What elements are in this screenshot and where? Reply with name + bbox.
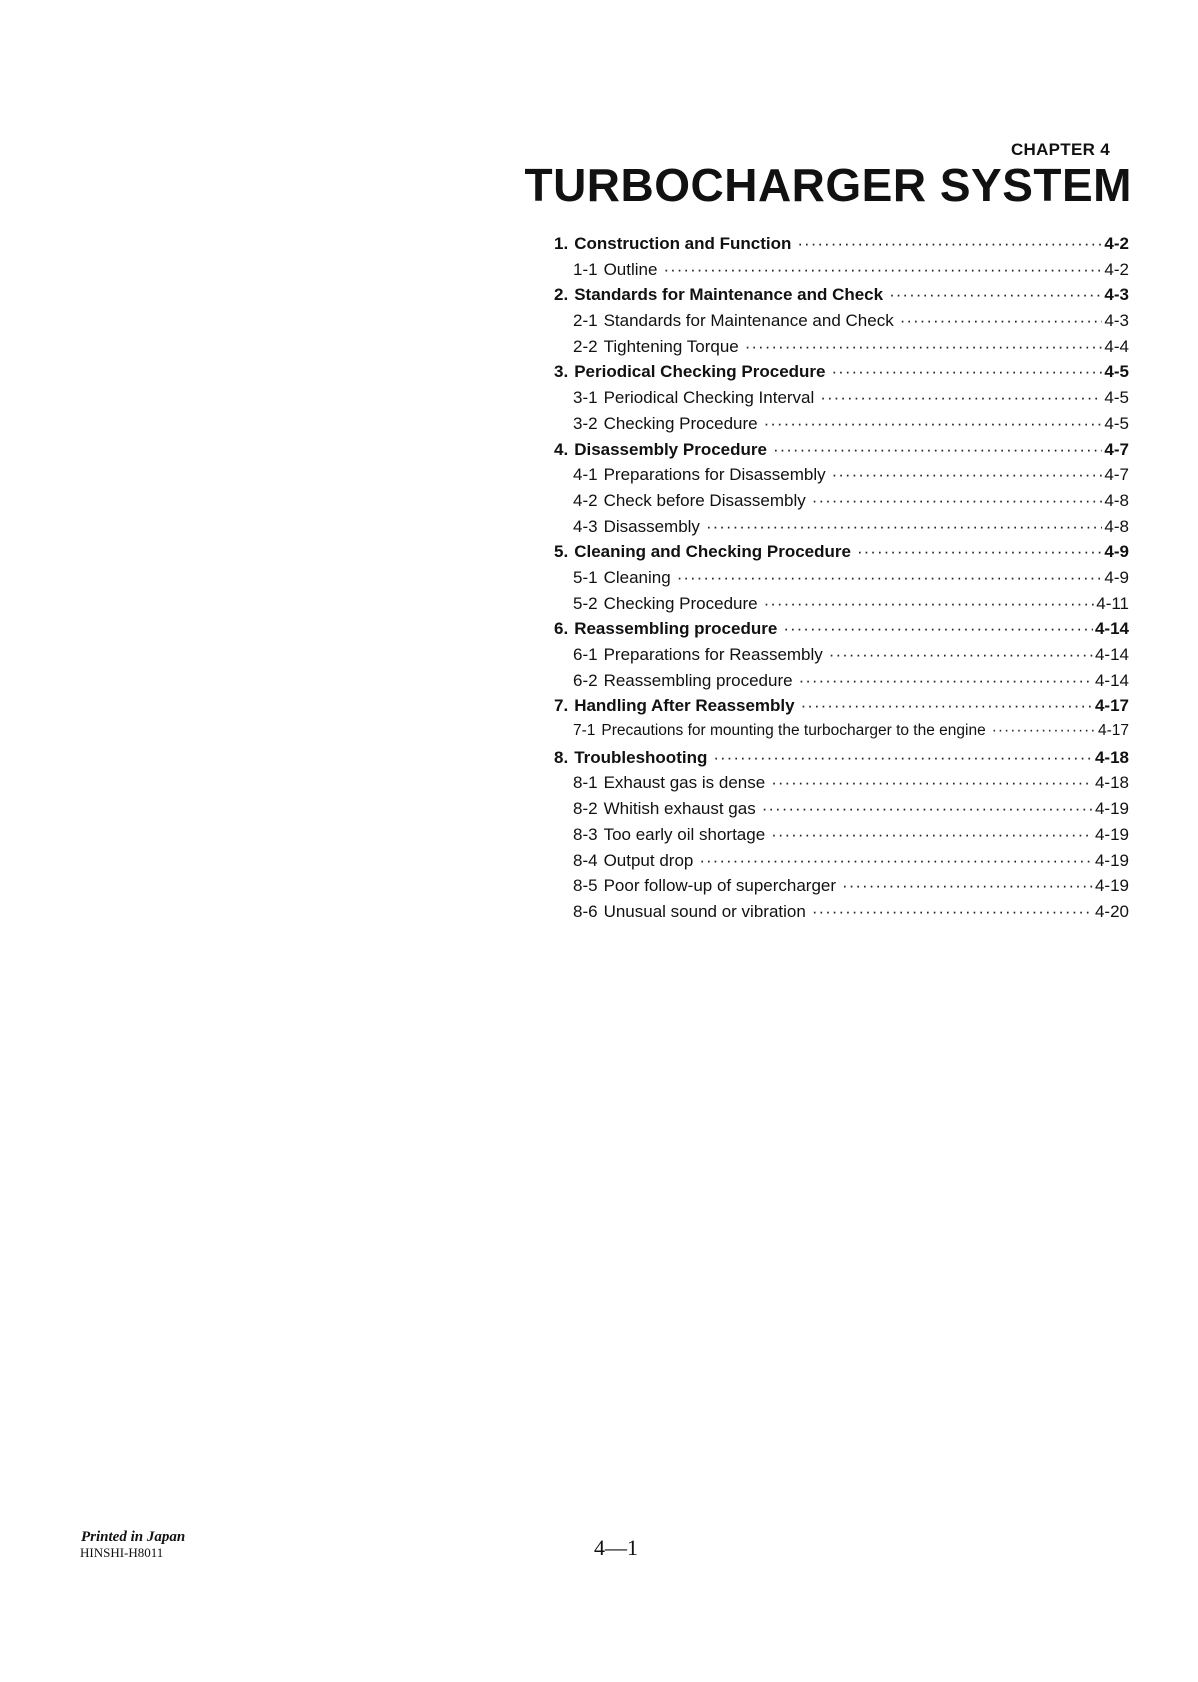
toc-entry-page: 4-9: [1104, 567, 1129, 587]
toc-entry-page: 4-7: [1104, 465, 1129, 485]
toc-dot-leader: [663, 260, 1102, 280]
toc-subsection-entry: [554, 337, 1129, 363]
toc-entry-title: Periodical Checking Procedure: [574, 362, 826, 382]
toc-dot-leader: [889, 285, 1102, 305]
toc-section-entry: [554, 619, 1129, 645]
toc-dot-leader: [745, 337, 1103, 357]
toc-subsection-entry: [554, 465, 1129, 491]
toc-entry-page: 4-18: [1094, 773, 1129, 793]
toc-entry-number: 8-2: [573, 799, 598, 819]
toc-subsection-entry: [554, 825, 1129, 851]
toc-entry-page: 4-2: [1104, 234, 1129, 253]
toc-dot-leader: [801, 696, 1093, 716]
toc-entry-title: Precautions for mounting the turbocharger to the engine: [601, 722, 986, 740]
toc-entry-page: 4-7: [1104, 439, 1129, 459]
toc-entry-page: 4-5: [1104, 388, 1129, 408]
toc-section-entry: [554, 696, 1129, 722]
toc-subsection-entry: [554, 722, 1129, 748]
toc-entry-title: Standards for Maintenance and Check: [603, 311, 894, 331]
chapter-label: CHAPTER 4: [1010, 140, 1110, 159]
toc-entry-number: 3.: [554, 362, 569, 382]
toc-entry-number: 6.: [554, 619, 569, 639]
toc-entry-page: 4-19: [1094, 824, 1129, 844]
toc-dot-leader: [829, 645, 1093, 665]
toc-entry-page: 4-19: [1094, 876, 1129, 896]
toc-entry-number: 8-3: [573, 824, 598, 844]
toc-entry-number: 4-2: [573, 490, 598, 510]
toc-subsection-entry: [554, 671, 1129, 697]
toc-entry-title: Checking Procedure: [603, 593, 758, 613]
toc-dot-leader: [699, 851, 1093, 871]
toc-entry-number: 5-2: [573, 593, 598, 613]
toc-subsection-entry: [554, 491, 1129, 517]
toc-subsection-entry: [554, 260, 1129, 286]
toc-entry-title: Preparations for Disassembly: [603, 465, 826, 485]
toc-dot-leader: [820, 388, 1102, 408]
toc-subsection-entry: [554, 388, 1129, 414]
toc-entry-page: 4-14: [1094, 670, 1129, 690]
toc-entry-title: Reassembling procedure: [603, 670, 793, 690]
toc-dot-leader: [900, 311, 1103, 331]
toc-entry-page: 4-17: [1094, 696, 1129, 716]
toc-dot-leader: [783, 619, 1093, 639]
toc-entry-page: 4-14: [1094, 645, 1129, 664]
toc-dot-leader: [677, 568, 1103, 588]
toc-subsection-entry: [554, 902, 1129, 928]
toc-subsection-entry: [554, 311, 1129, 337]
toc-entry-title: Tightening Torque: [603, 336, 739, 356]
toc-entry-title: Preparations for Reassembly: [603, 645, 823, 664]
toc-entry-page: 4-3: [1104, 285, 1129, 305]
toc-dot-leader: [797, 234, 1102, 254]
toc-entry-number: 4-1: [573, 465, 598, 485]
toc-entry-number: 8-6: [573, 901, 598, 921]
toc-entry-page: 4-5: [1104, 413, 1129, 433]
toc-entry-number: 3-2: [573, 413, 598, 433]
toc-subsection-entry: [554, 876, 1129, 902]
toc-dot-leader: [706, 517, 1102, 537]
toc-entry-number: 7-1: [573, 722, 596, 740]
footer-imprint: [80, 1529, 185, 1561]
toc-entry-title: Whitish exhaust gas: [603, 799, 756, 819]
printed-in-label: Printed in Japan: [81, 1529, 186, 1545]
toc-subsection-entry: [554, 414, 1129, 440]
toc-entry-page: 4-2: [1104, 259, 1129, 279]
toc-entry-page: 4-18: [1094, 747, 1129, 767]
toc-entry-page: 4-8: [1104, 490, 1129, 510]
toc-entry-number: 2.: [554, 285, 569, 305]
toc-dot-leader: [992, 722, 1096, 740]
toc-entry-number: 7.: [554, 696, 569, 716]
toc-section-entry: [554, 748, 1129, 774]
toc-entry-page: 4-5: [1104, 362, 1129, 382]
toc-dot-leader: [832, 362, 1103, 382]
document-code: HINSHI-H8011: [80, 1545, 164, 1560]
toc-section-entry: [554, 234, 1129, 260]
toc-entry-title: Troubleshooting: [574, 747, 708, 767]
toc-entry-page: 4-19: [1094, 850, 1129, 870]
toc-dot-leader: [812, 902, 1093, 922]
toc-dot-leader: [799, 671, 1093, 691]
toc-entry-title: Unusual sound or vibration: [603, 901, 806, 921]
toc-dot-leader: [771, 825, 1093, 845]
toc-entry-number: 2-2: [573, 336, 598, 356]
toc-entry-number: 6-2: [573, 670, 598, 690]
toc-entry-title: Handling After Reassembly: [574, 696, 795, 716]
toc-subsection-entry: [554, 594, 1129, 620]
toc-dot-leader: [832, 465, 1103, 485]
toc-entry-page: 4-17: [1097, 722, 1129, 740]
toc-entry-number: 1-1: [573, 259, 598, 279]
toc-dot-leader: [842, 876, 1093, 896]
toc-subsection-entry: [554, 851, 1129, 877]
toc-entry-page: 4-19: [1094, 799, 1129, 819]
toc-entry-number: 2-1: [573, 311, 598, 331]
toc-entry-page: 4-4: [1104, 336, 1129, 356]
toc-subsection-entry: [554, 645, 1129, 671]
toc-entry-title: Cleaning and Checking Procedure: [574, 542, 851, 562]
toc-entry-page: 4-11: [1096, 593, 1129, 613]
toc-entry-page: 4-9: [1104, 542, 1129, 562]
toc-entry-number: 3-1: [573, 388, 598, 408]
table-of-contents: [554, 234, 1129, 928]
toc-entry-title: Outline: [603, 259, 658, 279]
toc-subsection-entry: [554, 568, 1129, 594]
toc-dot-leader: [771, 773, 1093, 793]
toc-subsection-entry: [554, 799, 1129, 825]
toc-entry-title: Checking Procedure: [603, 413, 758, 433]
toc-entry-title: Exhaust gas is dense: [603, 773, 766, 793]
toc-section-entry: [554, 440, 1129, 466]
toc-entry-page: 4-14: [1094, 619, 1129, 639]
toc-section-entry: [554, 285, 1129, 311]
toc-dot-leader: [764, 414, 1103, 434]
toc-entry-title: Output drop: [603, 850, 694, 870]
toc-entry-number: 4-3: [573, 516, 598, 536]
toc-entry-number: 5-1: [573, 567, 598, 587]
toc-entry-title: Cleaning: [603, 567, 671, 587]
toc-section-entry: [554, 362, 1129, 388]
toc-entry-title: Standards for Maintenance and Check: [574, 285, 884, 305]
toc-entry-number: 5.: [554, 542, 569, 562]
toc-subsection-entry: [554, 773, 1129, 799]
toc-entry-number: 6-1: [573, 645, 598, 664]
toc-entry-title: Periodical Checking Interval: [603, 388, 815, 408]
toc-entry-title: Disassembly Procedure: [574, 439, 767, 459]
toc-subsection-entry: [554, 517, 1129, 543]
toc-entry-number: 8-1: [573, 773, 598, 793]
toc-dot-leader: [764, 594, 1095, 614]
toc-dot-leader: [812, 491, 1103, 511]
page-title: TURBOCHARGER SYSTEM: [524, 159, 1132, 211]
toc-entry-title: Reassembling procedure: [574, 619, 778, 639]
toc-dot-leader: [857, 542, 1102, 562]
toc-entry-title: Poor follow-up of supercharger: [603, 876, 837, 896]
toc-entry-number: 4.: [554, 439, 569, 459]
toc-entry-title: Construction and Function: [574, 234, 792, 253]
page-number: 4—1: [594, 1535, 638, 1560]
toc-section-entry: [554, 542, 1129, 568]
toc-entry-page: 4-20: [1094, 901, 1129, 921]
toc-entry-title: Check before Disassembly: [603, 490, 806, 510]
toc-entry-number: 1.: [554, 234, 569, 253]
toc-entry-number: 8-4: [573, 850, 598, 870]
toc-entry-page: 4-8: [1104, 516, 1129, 536]
toc-entry-title: Too early oil shortage: [603, 824, 766, 844]
toc-dot-leader: [713, 748, 1093, 768]
toc-entry-page: 4-3: [1104, 311, 1129, 331]
toc-entry-title: Disassembly: [603, 516, 700, 536]
toc-dot-leader: [773, 440, 1102, 460]
toc-entry-number: 8-5: [573, 876, 598, 896]
toc-dot-leader: [762, 799, 1093, 819]
toc-entry-number: 8.: [554, 747, 569, 767]
